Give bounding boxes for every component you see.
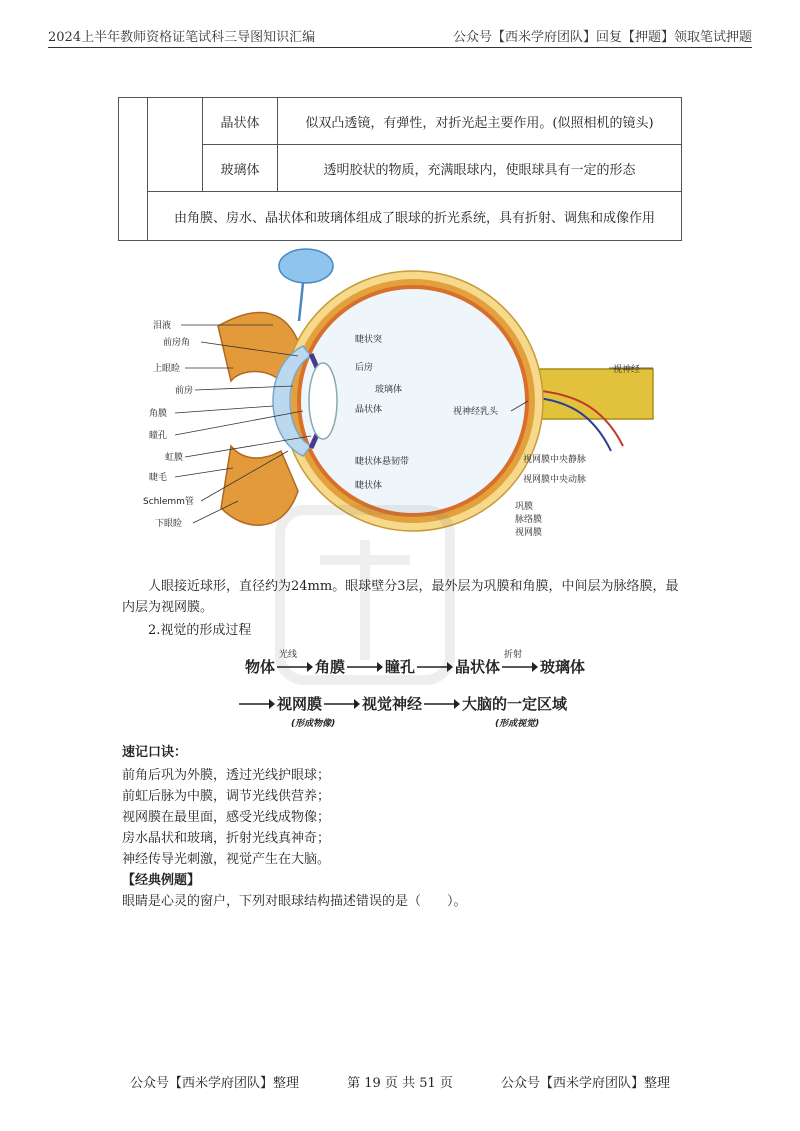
label-vitreous: 玻璃体 [375, 385, 403, 395]
flow-row-1 [245, 649, 585, 677]
label-anterior-angle: 前房角 [163, 338, 191, 348]
header-left-text: 2024上半年教师资格证笔试科三导图知识汇编 [48, 30, 316, 45]
paragraph-eye-layers: 人眼接近球形，直径约为24mm。眼球壁分3层，最外层为巩膜和角膜，中间层为脉络膜，最内层为视网膜。 [122, 579, 679, 615]
flow-node: 瞳孔 [385, 658, 416, 676]
flow-arrow [502, 649, 538, 673]
flow-note-left: (形成物像) [291, 719, 336, 729]
flow-arrow [277, 649, 313, 673]
eye-structure-table [118, 97, 682, 241]
flow-arrow [324, 698, 360, 710]
table-cell-empty [148, 98, 203, 192]
table-cell-empty [119, 98, 148, 241]
mnemonic-line: 视网膜在最里面，感受光线成物像； [122, 810, 331, 825]
example-title: 【经典例题】 [122, 873, 201, 888]
flow-arrow-label: 光线 [279, 649, 298, 660]
label-lower-eyelid: 下眼睑 [155, 519, 183, 529]
flow-node: 大脑的一定区域 [462, 695, 568, 713]
flow-arrow [424, 698, 460, 710]
table-row [119, 145, 682, 192]
flow-node: 玻璃体 [539, 658, 585, 676]
table-row [119, 192, 682, 241]
label-optic-disc: 视神经乳头 [453, 407, 499, 417]
label-ciliary-body: 睫状体 [355, 481, 383, 491]
label-central-artery: 视网膜中央动脉 [523, 475, 587, 485]
mnemonic-line: 前虹后脉为中膜，调节光线供营养； [122, 789, 331, 804]
mnemonic-line: 房水晶状和玻璃，折射光线真神奇； [122, 831, 331, 846]
mnemonic-title: 速记口诀： [122, 745, 188, 760]
flow-arrow [347, 661, 383, 673]
flow-arrow [417, 661, 453, 673]
label-cornea: 角膜 [149, 409, 168, 419]
table-row [119, 98, 682, 145]
lacrimal-gland-shape [279, 249, 333, 283]
label-iris: 虹膜 [165, 453, 184, 463]
footer-left-text: 公众号【西米学府团队】整理 [130, 1076, 300, 1091]
label-tear: 泪液 [153, 321, 172, 331]
label-anterior-chamber: 前房 [175, 386, 194, 396]
flow-node: 角膜 [315, 658, 346, 676]
flow-row-2 [237, 693, 585, 714]
vision-flow-diagram [245, 649, 585, 729]
table-cell-desc: 透明胶状的物质，充满眼球内，使眼球具有一定的形态 [278, 145, 682, 192]
label-posterior-chamber: 后房 [355, 363, 374, 373]
label-optic-nerve: 视神经 [613, 365, 641, 375]
table-cell-name: 玻璃体 [203, 145, 278, 192]
label-ciliary-process: 睫状突 [355, 335, 383, 345]
section-heading: 2.视觉的形成过程 [148, 623, 252, 638]
flow-arrow-label: 折射 [504, 649, 523, 660]
header-rule [48, 47, 752, 48]
table-cell-name: 晶状体 [203, 98, 278, 145]
label-sclera: 巩膜 [515, 502, 534, 512]
label-zonule: 睫状体悬韧带 [355, 457, 410, 467]
flow-node: 视觉神经 [362, 695, 423, 713]
example-question: 眼睛是心灵的窗户，下列对眼球结构描述错误的是（ ）。 [122, 894, 467, 909]
table-cell-desc: 似双凸透镜，有弹性，对折光起主要作用。(似照相机的镜头) [278, 98, 682, 145]
label-central-vein: 视网膜中央静脉 [523, 455, 587, 465]
page-header [48, 26, 752, 48]
lens-shape [309, 363, 337, 439]
flow-node: 晶状体 [455, 658, 501, 676]
label-retina: 视网膜 [515, 528, 543, 538]
label-pupil: 瞳孔 [149, 431, 168, 441]
flow-arrow [239, 698, 275, 710]
page-footer [130, 1072, 670, 1091]
footer-page-number: 第 19 页 共 51 页 [347, 1076, 453, 1091]
table-summary: 由角膜、房水、晶状体和玻璃体组成了眼球的折光系统，具有折射、调焦和成像作用 [148, 192, 682, 241]
mnemonic-line: 前角后巩为外膜，透过光线护眼球； [122, 768, 331, 783]
flow-note-right: (形成视觉) [495, 719, 540, 729]
label-choroid: 脉络膜 [515, 515, 543, 525]
label-eyelash: 睫毛 [149, 473, 168, 483]
mnemonic-section [122, 742, 682, 912]
flow-node: 物体 [245, 658, 276, 676]
mnemonic-line: 神经传导光刺激，视觉产生在大脑。 [122, 852, 331, 867]
label-schlemm: Schlemm管 [143, 497, 194, 507]
footer-right-text: 公众号【西米学府团队】整理 [500, 1076, 670, 1091]
flow-node: 视网膜 [277, 695, 323, 713]
label-upper-eyelid: 上眼睑 [153, 364, 181, 374]
header-right-text: 公众号【西米学府团队】回复【押题】领取笔试押题 [452, 30, 752, 45]
label-lens: 晶状体 [355, 405, 383, 415]
